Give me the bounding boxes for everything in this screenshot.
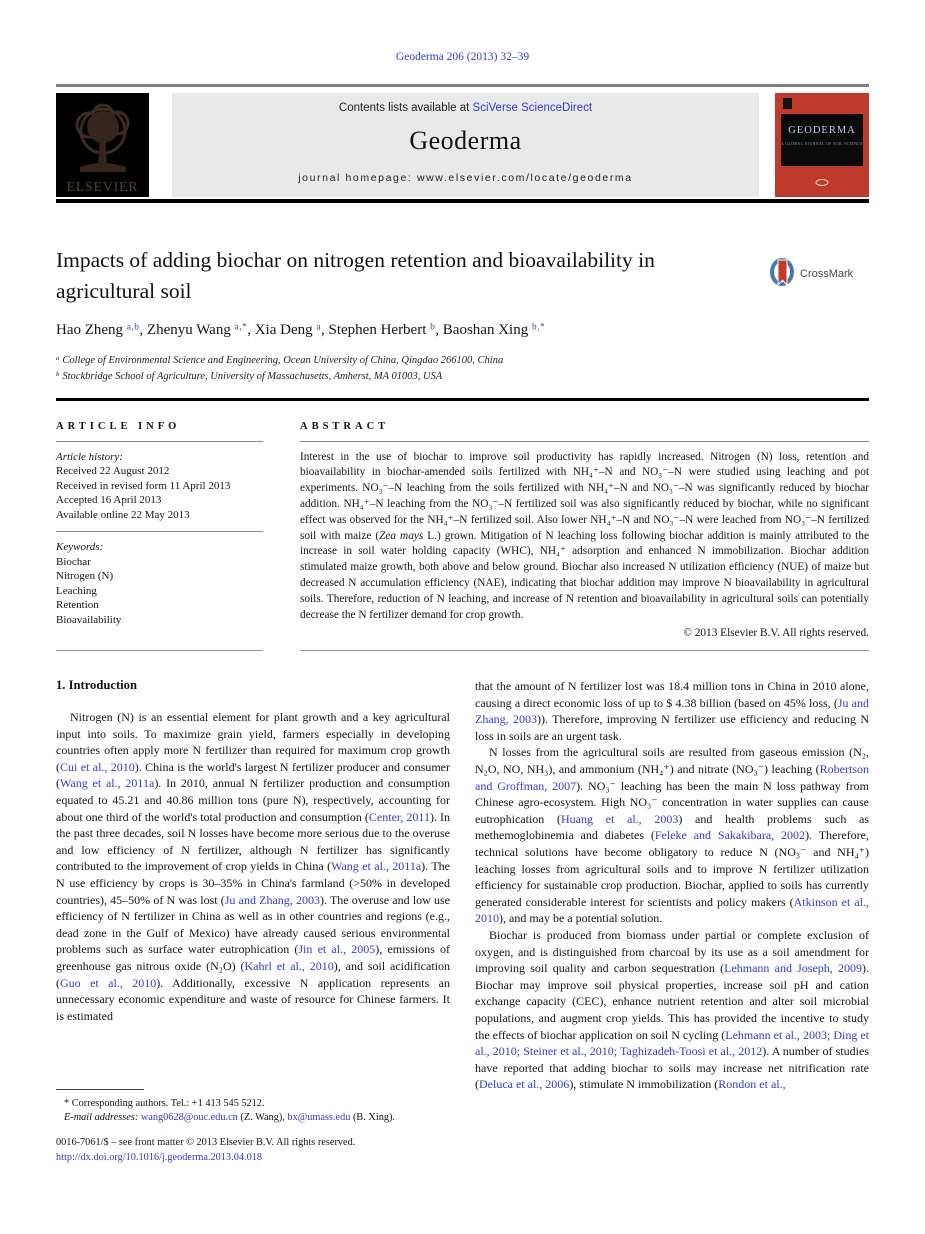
paragraph — [56, 709, 450, 1024]
title-block — [56, 245, 869, 306]
cover-emblem-icon — [816, 179, 829, 186]
contents-availability-line — [172, 102, 759, 114]
text-segment: Biochar is produced from biomass under partial or complete exclusion of oxygen, and is distinguished from charcoal by its use as a soil amendment for improving soil quality and carbon sequestration ( — [475, 927, 869, 976]
elsevier-wordmark: ELSEVIER — [66, 179, 139, 194]
affiliation-a — [56, 353, 869, 369]
citation-link[interactable]: Huang et al., 2003 — [560, 811, 679, 826]
text-segment: ). Therefore, technical solutions have become obligatory to reduce N (NO₃⁻ and NH₄⁺) leaching losses from agricultural soils and to improve N fertilizer utilization efficiency for sustainable crop production. Biochar, applied to soils has currently generated considerable interest for scientists and policy makers ( — [475, 828, 869, 909]
text-segment: ), emissions of greenhouse gas nitrous oxide (N₂O) ( — [56, 942, 451, 973]
text-segment: Zea mays — [379, 529, 424, 542]
footer — [56, 1135, 869, 1165]
text-segment: College of Environmental Science and Engineering, Ocean University of China, Qingdao 266100, China — [59, 355, 504, 367]
intro-left-paragraphs — [56, 709, 450, 1024]
article-info-panel — [56, 421, 263, 652]
footnote — [56, 1081, 450, 1125]
text-segment: that the amount of N fertilizer lost was 18.4 million tons in China in 2010 alone, causing a direct economic loss of up to $ 4.38 billion (based on 45% loss, ( — [475, 679, 869, 710]
abstract-text — [300, 450, 869, 624]
citation-link[interactable]: Atkinson et al., 2010 — [475, 894, 869, 926]
info-rule — [56, 531, 263, 532]
text-segment: ), stimulate N immobilization ( — [569, 1077, 719, 1092]
text-segment: ), and may be a potential solution. — [499, 911, 663, 926]
crossmark-icon — [769, 257, 796, 290]
citation-link[interactable]: Ju and Zhang, 2003 — [475, 695, 869, 727]
text-segment: E-mail addresses: — [64, 1112, 139, 1124]
journal-name: Geoderma — [409, 126, 522, 155]
affiliation-b — [56, 369, 869, 385]
citation-link[interactable]: Cui et al., 2010 — [60, 759, 135, 774]
meta-section — [56, 401, 869, 652]
citation-link[interactable]: Lehmann and Joseph, 2009 — [724, 961, 862, 976]
text-segment: ). A number of studies have reported that adding biochar to soils may increase net nitrification rate ( — [475, 1044, 869, 1092]
text-segment: ). In the past three decades, soil N losses have become more serious due to the overuse and low efficiency of N fertilizer, although N fertilizer has significantly contributed to the improvement of crop yields in China ( — [56, 809, 450, 874]
text-segment: * Corresponding authors. Tel.: +1 413 545 5212. — [64, 1098, 265, 1110]
history-item: Accepted 16 April 2013 — [56, 494, 162, 507]
copyright-line: © 2013 Elsevier B.V. All rights reserved. — [683, 627, 869, 640]
citation-link[interactable]: Wang et al., 2011a — [331, 859, 422, 874]
paragraph — [475, 744, 869, 927]
text-segment: a — [316, 322, 321, 333]
abstract-header: ABSTRACT — [300, 420, 390, 432]
keyword-item: Biochar — [56, 555, 91, 568]
journal-reference[interactable]: Geoderma 206 (2013) 32–39 — [395, 51, 530, 63]
keywords-list — [56, 555, 263, 628]
text-segment: b,* — [531, 322, 546, 333]
citation-link[interactable]: Rondon et al., — [718, 1077, 786, 1092]
text-segment: ). The N use efficiency by crops is 30–35% in China's farmland (>50% in developed countries), 45–50% of N was lost ( — [56, 859, 450, 907]
text-segment: Contents lists available at — [338, 102, 473, 114]
citation-link[interactable]: wang0628@ouc.edu.cn — [140, 1112, 238, 1124]
doi-link[interactable]: http://dx.doi.org/10.1016/j.geoderma.2013.04.018 — [56, 1152, 263, 1164]
issn-copyright-line: 0016-7061/$ – see front matter © 2013 Elsevier B.V. All rights reserved. — [56, 1137, 356, 1149]
footnote-rule — [56, 1089, 144, 1090]
cover-publisher-mark-icon — [783, 98, 792, 109]
journal-homepage-link[interactable]: journal homepage: www.elsevier.com/locate/geoderma — [298, 172, 633, 184]
citation-link[interactable]: Ju and Zhang, 2003 — [224, 892, 320, 907]
text-segment: ), and soil acidification ( — [56, 958, 451, 990]
text-segment: a,b — [126, 322, 140, 333]
article-history-label: Article history: — [56, 450, 123, 463]
cover-subtitle: A GLOBAL JOURNAL OF SOIL SCIENCE — [781, 141, 863, 146]
text-segment: Nitrogen (N) is an essential element for plant growth and a key agricultural input into soils. To maximize grain yield, farmers especially in developing countries often apply more N fertilizer than required for maximum crop growth ( — [56, 710, 450, 774]
citation-link[interactable]: Jin et al., 2005 — [298, 942, 376, 957]
text-segment: Hao Zheng — [56, 322, 127, 339]
text-segment: L.) grown. Mitigation of N leaching loss following biochar addition is mainly attributed to the increase in soil water holding capacity (WHC), NH₄⁺ adsorption and enhanced N immobilization. Biochar addition stimulated maize growth, both above and below ground. Biochar also increased N utilization efficiency (NUE) of maize but decreased N accumulation efficiency (NAE), indicating that biochar addition may improve N bioavailability in agricultural soils. Therefore, reduction of N leaching, and increase of N retention and bioavailability in agricultural soils can potentially decrease the N fertilizer demand for crop growth. — [300, 529, 869, 621]
left-column — [56, 678, 450, 1125]
text-segment: Interest in the use of biochar to improve soil productivity has rapidly increased. Nitrogen (N) loss, retention and bioavailability in biochar-amended soils fertilized with NH₄⁺–N and NO₃⁻–N were studied using leaching and pot experiments. NO₃⁻–N leaching from the soils fertilized with NH₄⁺–N and NO₃⁻–N was significantly reduced by biochar addition. NH₄⁺–N leaching from the NO₃⁻–N fertilized soil was also significantly reduced by biochar, while no significant effect was observed for the NH₄⁺–N fertilized soil. Also lower NH₄⁺–N and NO₃⁻–N were leached from NO₃⁻–N fertilized soil with maize ( — [300, 450, 869, 542]
journal-cover-thumbnail[interactable] — [775, 93, 869, 197]
cover-title-panel — [781, 114, 863, 166]
right-column — [475, 678, 869, 1125]
top-rule — [56, 84, 869, 87]
text-segment: , Zhenyu Wang — [139, 322, 235, 339]
text-segment: b — [430, 322, 436, 333]
body-text — [56, 678, 869, 1125]
paragraph — [475, 927, 869, 1093]
info-rule — [56, 441, 263, 442]
header-divider — [56, 199, 869, 203]
article-title: Impacts of adding biochar on nitrogen retention and bioavailability in agricultural soil — [56, 248, 655, 303]
text-segment: b — [56, 370, 60, 378]
citation-link[interactable]: bx@umass.edu — [287, 1112, 351, 1124]
affiliations — [56, 353, 869, 385]
section-heading-introduction: 1. Introduction — [56, 678, 137, 693]
text-segment: )). Therefore, improving N fertilizer use efficiency and reducing N loss in soils are an urgent task. — [475, 712, 869, 743]
text-segment: , Baoshan Xing — [435, 322, 532, 339]
keyword-item: Bioavailability — [56, 613, 122, 626]
keyword-item: Leaching — [56, 584, 97, 597]
paragraph — [475, 678, 869, 744]
text-segment: , Xia Deng — [247, 322, 317, 339]
history-item: Received in revised form 11 April 2013 — [56, 479, 231, 492]
text-segment: ). Biochar may improve soil physical properties, increase soil pH and cation exchange capacity (CEC), enhance nutrient retention and alter soil microbial populations, and augment crop yields. This has provided the incentive to study the effects of biochar application on soil N cycling ( — [475, 961, 869, 1042]
text-segment: a — [56, 354, 60, 362]
history-item: Available online 22 May 2013 — [56, 508, 190, 521]
article-history-block — [56, 450, 263, 523]
text-segment: Stockbridge School of Agriculture, University of Massachusetts, Amherst, MA 01003, USA — [59, 370, 443, 382]
keyword-item: Nitrogen (N) — [56, 570, 114, 583]
text-segment: ) and health problems such as methemoglobinemia and diabetes ( — [475, 811, 869, 843]
text-segment: ). China is the world's largest N fertilizer producer and consumer ( — [56, 759, 450, 791]
citation-link[interactable]: SciVerse ScienceDirect — [472, 102, 593, 114]
text-segment: (Z. Wang), — [237, 1112, 288, 1124]
citation-link[interactable]: Center, 2011 — [368, 809, 430, 824]
crossmark-badge[interactable] — [769, 257, 869, 290]
footnote-corresponding — [56, 1097, 450, 1111]
elsevier-logo[interactable] — [56, 93, 149, 197]
keywords-label: Keywords: — [56, 541, 104, 554]
text-segment: a,* — [234, 322, 248, 333]
journal-banner — [172, 93, 759, 197]
keyword-item: Retention — [56, 599, 99, 612]
abstract-rule — [300, 441, 869, 442]
abstract-panel — [300, 421, 869, 652]
citation-link[interactable]: Lehmann et al., 2003; Ding et al., 2010; Steiner et al., 2010; Taghizadeh-Toosi et al., 2012 — [475, 1027, 869, 1059]
citation-link[interactable]: Guo et al., 2010 — [60, 975, 157, 990]
text-segment: N losses from the agricultural soils are resulted from gaseous emission (N₂, N₂O, NO, NH₃), and ammonium (NH₄⁺) and nitrate (NO₃⁻) leaching ( — [475, 745, 869, 776]
text-segment: ). NO₃⁻ leaching has been the main N loss pathway from Chinese agro-ecosystem. High NO₃⁻ concentration in water supplies can cause eutrophication ( — [475, 778, 869, 826]
citation-link[interactable]: Deluca et al., 2006 — [479, 1077, 570, 1092]
text-segment: ). Additionally, excessive N application represents an unnecessary economic expenditure and waste of resource for Chinese farmers. It is estimated — [56, 975, 450, 1023]
footnote-emails — [56, 1111, 450, 1125]
text-segment: ). In 2010, annual N fertilizer production and consumption equated to 45.21 and 40.86 million tons (pure N), respectively, accounting for about one third of the world's total production and consumption ( — [56, 776, 450, 824]
cover-title: GEODERMA — [788, 125, 856, 136]
article-history-list — [56, 464, 263, 522]
text-segment: , Stephen Herbert — [321, 322, 431, 339]
citation-link[interactable]: Kahrl et al., 2010 — [244, 958, 334, 973]
article-info-header: ARTICLE INFO — [56, 420, 181, 432]
citation-link[interactable]: Feleke and Sakakibara, 2002 — [654, 828, 806, 843]
author-list — [56, 322, 869, 339]
text-segment: ). The overuse and low use efficiency of N fertilizer in China as well as in other countries and regions (e.g., dead zone in the Gulf of Mexico) have already caused serious environmental problems such as surface water eutrophication ( — [56, 892, 450, 957]
journal-header — [56, 93, 869, 197]
crossmark-label: CrossMark — [800, 267, 854, 280]
citation-link[interactable]: Wang et al., 2011a — [60, 776, 155, 791]
keywords-block — [56, 540, 263, 627]
history-item: Received 22 August 2012 — [56, 465, 170, 478]
citation-link[interactable]: Robertson and Groffman, 2007 — [475, 762, 869, 793]
text-segment: (B. Xing). — [350, 1112, 396, 1124]
